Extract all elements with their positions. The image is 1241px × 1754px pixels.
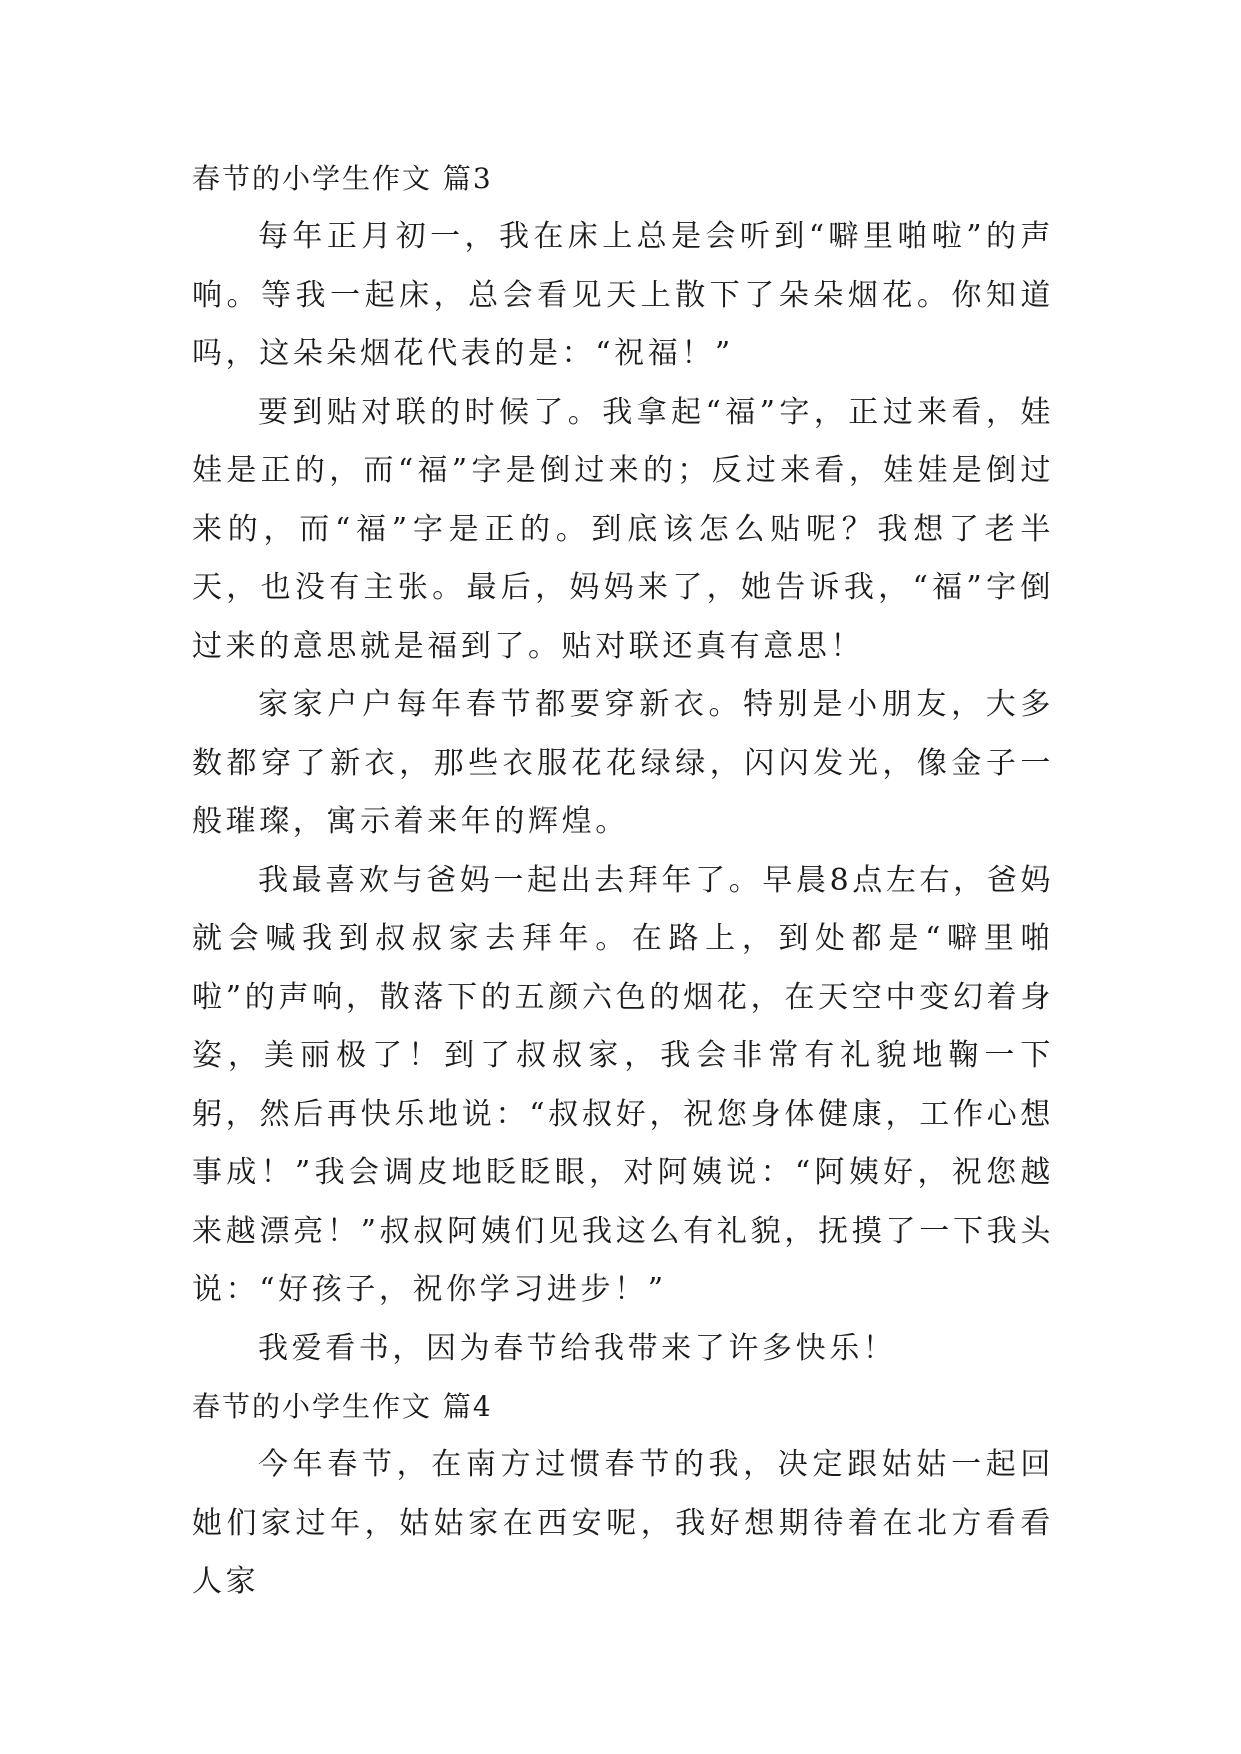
paragraph: 每年正月初一，我在床上总是会听到“噼里啪啦”的声响。等我一起床，总会看见天上散下了朵朵烟花。你知道吗，这朵朵烟花代表的是：“祝福！” [192, 219, 1054, 371]
paragraph: 家家户户每年春节都要穿新衣。特别是小朋友，大多数都穿了新衣，那些衣服花花绿绿，闪闪发光，像金子一般璀璨，寓示着来年的辉煌。 [192, 687, 1054, 839]
section-heading-3: 春节的小学生作文 篇3 [192, 162, 493, 195]
paragraph: 我最喜欢与爸妈一起出去拜年了。早晨8点左右，爸妈就会喊我到叔叔家去拜年。在路上，到处都是“噼里啪啦”的声响，散落下的五颜六色的烟花，在天空中变幻着身姿，美丽极了！到了叔叔家，我会非常有礼貌地鞠一下躬，然后再快乐地说：“叔叔好，祝您身体健康，工作心想事成！”我会调皮地眨眨眼，对阿姨说：“阿姨好，祝您越来越漂亮！”叔叔阿姨们见我这么有礼貌，抚摸了一下我头说：“好孩子，祝你学习进步！” [192, 862, 1054, 1307]
section-heading-4: 春节的小学生作文 篇4 [192, 1390, 493, 1423]
paragraph: 今年春节，在南方过惯春节的我，决定跟姑姑一起回她们家过年，姑姑家在西安呢，我好想期待着在北方看看人家 [192, 1447, 1054, 1599]
document-body [192, 150, 1054, 1612]
paragraph: 要到贴对联的时候了。我拿起“福”字，正过来看，娃娃是正的，而“福”字是倒过来的；反过来看，娃娃是倒过来的，而“福”字是正的。到底该怎么贴呢？我想了老半天，也没有主张。最后，妈妈来了，她告诉我，“福”字倒过来的意思就是福到了。贴对联还真有意思！ [192, 394, 1054, 664]
paragraph: 我爱看书，因为春节给我带来了许多快乐！ [258, 1330, 897, 1366]
